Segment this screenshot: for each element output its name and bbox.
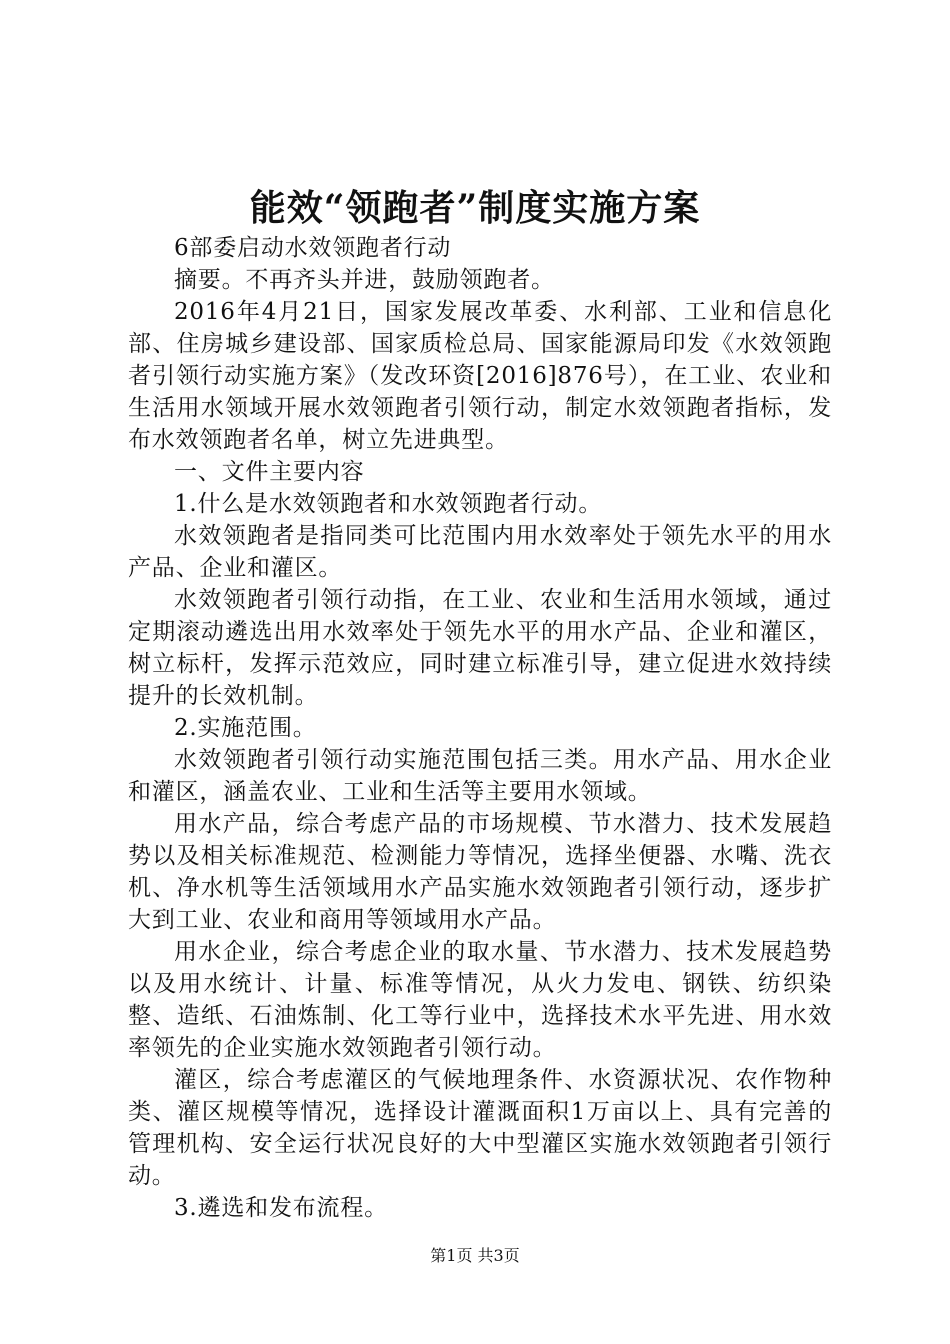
- subsection-heading: 2.实施范围。: [174, 715, 317, 741]
- paragraph: 用水产品，综合考虑产品的市场规模、节水潜力、技术发展趋势以及相关标准规范、检测能力等情况，选择坐便器、水嘴、洗衣机、净水机等生活领域用水产品实施水效领跑者引领行动，逐步扩大到工业、农业和商用等领域用水产品。: [128, 811, 832, 933]
- paragraph: 6部委启动水效领跑者行动: [174, 235, 452, 261]
- subsection-heading: 1.什么是水效领跑者和水效领跑者行动。: [174, 491, 603, 517]
- page-number-footer: 第1页 共3页: [430, 1246, 520, 1265]
- subsection-heading: 3.遴选和发布流程。: [174, 1195, 388, 1221]
- paragraph: 摘要。不再齐头并进，鼓励领跑者。: [174, 267, 555, 293]
- paragraph: 水效领跑者是指同类可比范围内用水效率处于领先水平的用水产品、企业和灌区。: [128, 523, 832, 581]
- document-title: 能效“领跑者”制度实施方案: [249, 187, 701, 229]
- paragraph: 水效领跑者引领行动实施范围包括三类。用水产品、用水企业和灌区，涵盖农业、工业和生活等主要用水领域。: [128, 747, 832, 805]
- document-body: [128, 232, 832, 1224]
- paragraph: 用水企业，综合考虑企业的取水量、节水潜力、技术发展趋势以及用水统计、计量、标准等情况，从火力发电、钢铁、纺织染整、造纸、石油炼制、化工等行业中，选择技术水平先进、用水效率领先的企业实施水效领跑者引领行动。: [128, 939, 832, 1061]
- section-heading: 一、文件主要内容: [174, 459, 365, 485]
- paragraph: 2016年4月21日，国家发展改革委、水利部、工业和信息化部、住房城乡建设部、国家质检总局、国家能源局印发《水效领跑者引领行动实施方案》（发改环资[2016]876号），在工业、农业和生活用水领域开展水效领跑者引领行动，制定水效领跑者指标，发布水效领跑者名单，树立先进典型。: [128, 299, 832, 453]
- paragraph: 水效领跑者引领行动指，在工业、农业和生活用水领域，通过定期滚动遴选出用水效率处于领先水平的用水产品、企业和灌区，树立标杆，发挥示范效应，同时建立标准引导，建立促进水效持续提升的长效机制。: [128, 587, 832, 709]
- paragraph: 灌区，综合考虑灌区的气候地理条件、水资源状况、农作物种类、灌区规模等情况，选择设计灌溉面积1万亩以上、具有完善的管理机构、安全运行状况良好的大中型灌区实施水效领跑者引领行动。: [128, 1067, 832, 1189]
